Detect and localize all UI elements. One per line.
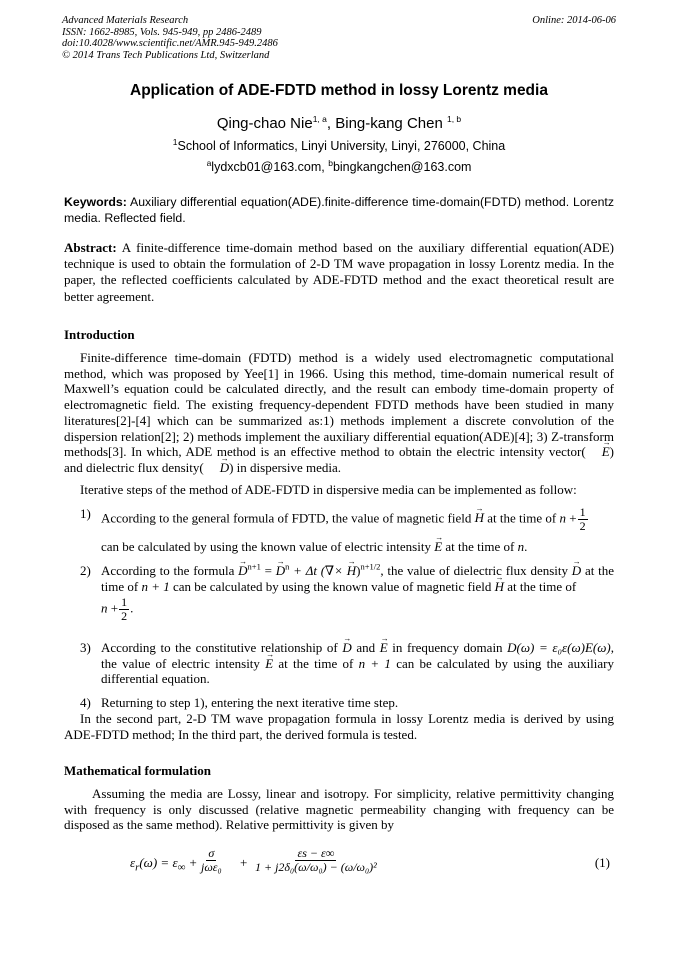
step-2-text-5: at the time of [504,578,577,594]
symbol-e: → E [434,539,442,555]
step-3-text-3: in frequency domain [387,640,508,655]
symbol-d: → D [572,563,581,579]
symbol-n-plus-1: n + 1 [358,655,391,671]
copyright: © 2014 Trans Tech Publications Ltd, Switzerland [62,49,270,61]
symbol-d: → D [238,563,247,579]
intro-paragraph-1 [64,350,614,476]
affiliation [0,136,678,153]
step-2-text-3: at the time of [101,563,614,594]
doi: doi:10.4028/www.scientific.net/AMR.945-949.2486 [62,38,278,49]
intro-p1-text-3: ) in dispersive media. [229,459,342,475]
abstract-text: A finite-difference time-domain method based on the auxiliary differential equation(ADE) technique is used to obtain the formulation of 2-D TM wave propagation in lossy Lorentz media. In the paper, the reflected coefficients calculated by ADE-FDTD method and the exact theoretical result are better agreement. [64,240,614,304]
eq1-f2-den: 1 + j2δ₀(ω/ω₀) − (ω/ω₀)² [255,860,377,874]
eq1-epsilon: ε [130,855,136,870]
email-b-mark: b [328,157,333,168]
intro-paragraph-3: In the second part, 2-D TM wave propagation formula in lossy Lorentz media is derived by using ADE-FDTD method; In the third part, the derived formula is tested. [64,711,614,742]
fraction-one-half [578,506,588,533]
step-3-text-2: and [351,640,380,655]
journal-header [62,15,278,61]
symbol-n: n [101,600,108,616]
issn: ISSN: 1662-8985, Vols. 945-949, pp 2486-2489 [62,26,262,38]
step-1-text-3: can be calculated by using the known value of electric intensity [101,539,435,554]
symbol-n-plus-1: n + 1 [141,578,170,594]
affiliation-mark: 1 [172,136,178,147]
fraction-one-half [119,596,129,623]
abstract [64,240,614,305]
author-1: Qing-chao Nie [216,115,313,132]
paper-title: Application of ADE-FDTD method in lossy Lorentz media [130,82,548,99]
step-2: 2) According to the formula → $D^{n+1}$ = → $D^n + \Delta t$ (∇× → H)$^{n+1/2}$, the value of dielectric flux density → D at the time of n + 1 can be calculated by using the known value of magnetic field → H at the time of n + $\frac{1}{2}$ . [80,563,614,623]
frac-den: 2 [579,519,586,533]
step-2-text-4: can be calculated by using the known value of magnetic field [169,578,495,594]
section-heading-math: Mathematical formulation [64,763,211,778]
formula-sup-half: n+1/2 [360,561,381,572]
eq1-f1-den: jωε₀ [201,860,222,874]
symbol-h: → H [475,510,484,526]
step-3-text: According to the constitutive relationship of [101,640,343,655]
online-date: Online: 2014-06-06 [532,15,616,26]
symbol-h: → H [347,563,356,579]
frac-den: 2 [121,609,128,623]
formula-close: ) [356,563,361,578]
equation-number: (1) [594,855,610,870]
symbol-d: → D [204,460,229,476]
step-2-number: 2) [80,563,91,578]
author-list: Qing-chao Nie$^{1, a}$, Bing-kang Chen $^{1, b}$ [216,114,462,132]
email-a: lydxcb01@163.com, [211,160,329,174]
symbol-d: → D [276,563,285,579]
constitutive-relation: D(ω) = ε₀ε(ω)E(ω) [507,640,611,655]
formula-sup-n: n [285,561,290,572]
author-2-affil: 1, b [446,114,462,124]
step-1-number: 1) [80,506,91,521]
keywords-text: Auxiliary differential equation(ADE).finite-difference time-domain(FDTD) method. Lorentz media. Reflected field. [64,195,614,225]
eq1-f2-num: εs − ε∞ [297,846,335,860]
step-4-number: 4) [80,695,91,710]
symbol-e: → E [586,444,610,460]
step-3-number: 3) [80,640,91,655]
step-2-text: According to the formula [101,563,239,578]
eq1-inf: ∞ [177,861,186,874]
symbol-e: → E [265,656,273,672]
eq1-lhs [130,855,197,874]
symbol-e: → E [380,640,388,656]
eq1-plus: + [185,855,198,870]
journal-name: Advanced Materials Research [62,15,189,26]
eq1-arg: (ω) = ε [139,855,178,870]
step-3-text-5: at the time of [273,655,359,671]
keywords-label: Keywords: [64,195,127,209]
symbol-d: → D [342,640,351,656]
step-3-text-6: can be calculated by using the auxiliary differential equation. [101,655,614,686]
formula-sup: n+1 [247,561,261,572]
eq1-fraction-2 [255,847,377,874]
step-1-text-2: at the time of [484,510,560,526]
email-a-mark: a [206,157,212,168]
symbol-n: n [559,510,566,526]
eq1-plus-2: + [240,855,248,870]
step-1-text-4: at the time of [442,539,518,554]
symbol-n: n [517,539,525,554]
eq1-f1-num: σ [208,846,215,860]
author-2: Bing-kang Chen [335,115,443,132]
step-1: 1) According to the general formula of FDTD, the value of magnetic field → H at the time of n + $\frac{1}{2}$ can be calculated by using the known value of electric intensity → E at the time of n. [80,506,614,555]
keywords [64,195,614,226]
email-b: bingkangchen@163.com [332,160,472,174]
step-3-text-4: , the value of electric intensity [101,640,614,671]
formula-rest: + Δt (∇× [289,563,347,578]
step-4 [80,695,614,711]
step-4-text: Returning to step 1), entering the next iterative time step. [101,695,399,710]
eq1-sub: r [135,861,140,874]
step-2-text-2: , the value of dielectric flux density [380,563,572,578]
section-heading-introduction: Introduction [64,327,135,342]
frac-num: 1 [579,505,586,519]
abstract-label: Abstract: [64,240,117,255]
frac-num: 1 [121,595,128,609]
math-paragraph-1: Assuming the media are Lossy, linear and isotropy. For simplicity, relative permittivity changing with frequency is only discussed (relative magnetic permeability changing with frequency can be disposed as the same method). Relative permittivity is given by [64,786,614,833]
equation-1 [130,843,610,895]
intro-p1-text: Finite-difference time-domain (FDTD) method is a widely used electromagnetic computational method, which was proposed by Yee[1] in 1966. Using this method, time-domain numerical result of Maxwell’s equation could be calculated directly, and the result can embody time-domain property of electromagnetic field. The existing frequency-dependent FDTD methods have been studied in many literatures[2]-[4] which can be summarized as:1) methods implement a discrete convolution of the dispersion relation[2]; 2) methods implement the auxiliary differential equation(ADE)[4]; 3) Z-transform methods[3]. In which, ADE method is an effective method to obtain the electric intensity vector( [64,350,614,460]
formula-eq: = [260,563,276,578]
step-1-text: According to the general formula of FDTD, the value of magnetic field [101,510,475,526]
eq1-fraction-1 [201,847,222,874]
symbol-h: → H [495,579,504,595]
intro-p1-text-2: ) and dielectric flux density( [64,444,614,475]
affiliation-text: School of Informatics, Linyi University, Linyi, 276000, China [177,139,506,153]
author-1-affil: 1, a [312,114,327,124]
emails [0,157,678,174]
step-3 [80,640,614,687]
intro-paragraph-2: Iterative steps of the method of ADE-FDTD in dispersive media can be implemented as follow: [80,482,577,497]
